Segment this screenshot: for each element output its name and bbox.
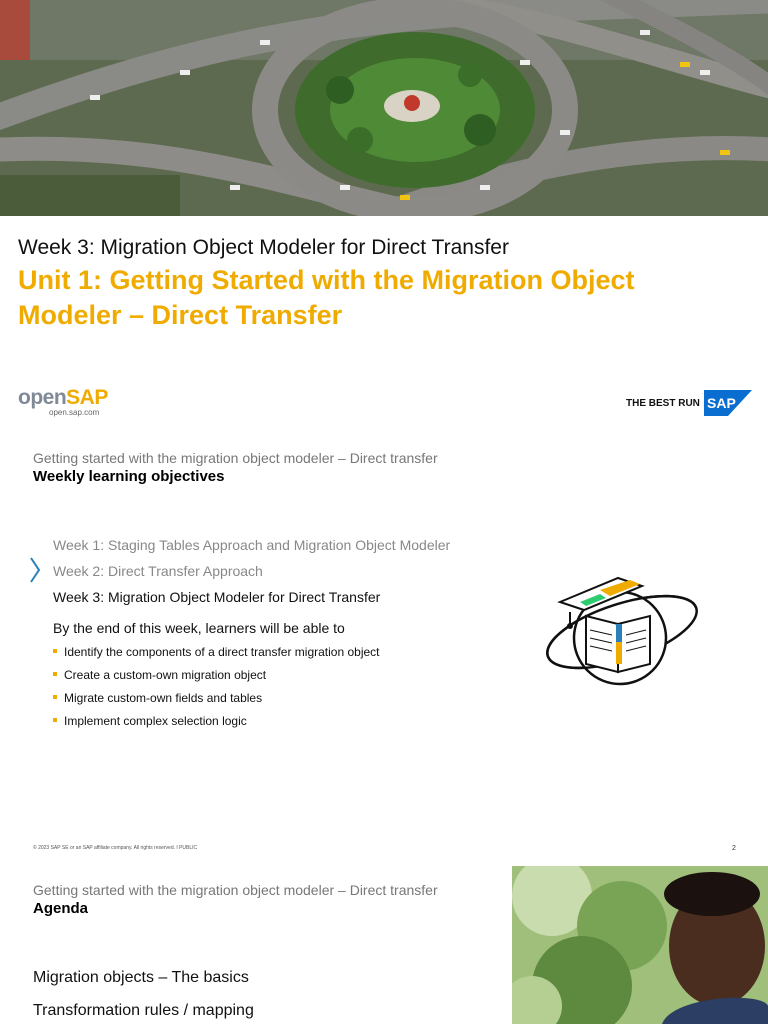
bullet-icon <box>53 649 57 653</box>
agenda-slide <box>0 864 768 1024</box>
brand-url: open.sap.com <box>49 408 100 417</box>
hero-image-highway-interchange <box>0 0 768 216</box>
objective-item: Implement complex selection logic <box>53 713 380 736</box>
chevron-right-icon <box>28 556 42 584</box>
week-item-1: Week 1: Staging Tables Approach and Migration Object Modeler <box>53 537 451 553</box>
page-number: 2 <box>732 845 736 852</box>
highway-illustration <box>0 0 768 216</box>
bullet-icon <box>53 695 57 699</box>
slide-heading: Weekly learning objectives <box>33 468 225 485</box>
slide-kicker: Getting started with the migration object modeler – Direct transfer <box>33 882 438 898</box>
objective-item: Create a custom-own migration object <box>53 667 380 690</box>
unit-title: Unit 1: Getting Started with the Migration Object Modeler – Direct Transfer <box>18 265 635 330</box>
best-run-sap-logo <box>626 390 752 416</box>
objectives-list <box>53 644 380 736</box>
slide-kicker: Getting started with the migration object modeler – Direct transfer <box>33 450 438 466</box>
slide-heading: Agenda <box>33 900 89 917</box>
bullet-icon <box>53 672 57 676</box>
objective-item: Identify the components of a direct transfer migration object <box>53 644 380 667</box>
week-item-3: Week 3: Migration Object Modeler for Direct Transfer <box>53 589 381 605</box>
sap-logo-text: SAP <box>707 395 736 411</box>
week-list <box>53 536 450 614</box>
objective-item: Migrate custom-own fields and tables <box>53 690 380 713</box>
week-item-2: Week 2: Direct Transfer Approach <box>53 563 263 579</box>
agenda-item-2: Transformation rules / mapping <box>33 1002 254 1019</box>
brand-open: open <box>18 386 67 409</box>
objectives-slide <box>0 432 768 862</box>
presenter-photo <box>512 866 768 1024</box>
slide-footer: © 2023 SAP SE or an SAP affiliate company. All rights reserved. ǀ PUBLIC <box>33 845 198 851</box>
sap-logo-icon <box>704 390 752 416</box>
person-photo-illustration <box>512 866 768 1024</box>
best-run-text: THE BEST RUN <box>626 398 700 409</box>
title-slide <box>0 0 768 430</box>
week-title: Week 3: Migration Object Modeler for Direct Transfer <box>18 236 509 259</box>
objectives-intro: By the end of this week, learners will be able to <box>53 620 345 636</box>
opensap-logo <box>18 386 108 417</box>
agenda-item-1: Migration objects – The basics <box>33 969 249 986</box>
graduation-book-icon <box>540 572 705 692</box>
brand-sap: SAP <box>66 386 108 409</box>
bullet-icon <box>53 718 57 722</box>
